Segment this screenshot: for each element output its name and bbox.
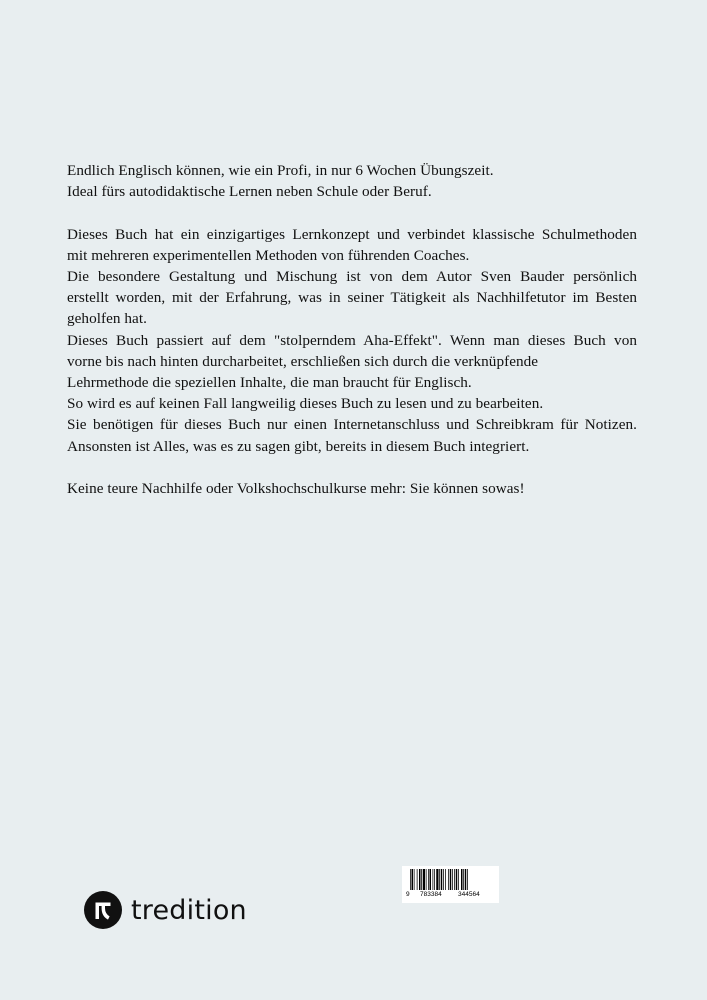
blurb-line: Dieses Buch passiert auf dem "stolperndem Aha-Effekt". Wenn man dieses Buch von	[67, 331, 637, 349]
blurb-line: Lehrmethode die speziellen Inhalte, die man braucht für Englisch.	[67, 374, 472, 392]
blurb-line: Keine teure Nachhilfe oder Volkshochschulkurse mehr: Sie können sowas!	[67, 480, 525, 498]
blurb-line: Ansonsten ist Alles, was es zu sagen gibt, bereits in diesem Buch integriert.	[67, 437, 530, 455]
barcode-bars	[410, 869, 492, 890]
tredition-logo-icon	[84, 891, 122, 929]
blurb-line: Endlich Englisch können, wie ein Profi, in nur 6 Wochen Übungszeit.	[67, 162, 494, 179]
isbn-barcode	[402, 866, 499, 903]
blurb-line: erstellt worden, mit der Erfahrung, was in seiner Tätigkeit als Nachhilfetutor im Besten	[67, 289, 637, 307]
barcode-lead-digit: 9	[406, 891, 410, 898]
blurb-paragraph-2	[67, 224, 637, 457]
blurb-line: vorne bis nach hinten durcharbeitet, erschließen sich durch die verknüpfende	[67, 352, 539, 370]
blurb-line: Die besondere Gestaltung und Mischung ist von dem Autor Sven Bauder persönlich	[67, 268, 637, 285]
blurb-line: So wird es auf keinen Fall langweilig dieses Buch zu lesen und zu bearbeiten.	[67, 395, 544, 413]
blurb-line: mit mehreren experimentellen Methoden von führenden Coaches.	[67, 246, 470, 264]
blurb-text	[67, 160, 637, 520]
barcode-left-digits: 783384	[420, 891, 442, 898]
blurb-line: Dieses Buch hat ein einzigartiges Lernkonzept und verbindet klassische Schulmethoden	[67, 225, 637, 243]
publisher-brand	[84, 890, 247, 930]
blurb-line: Sie benötigen für dieses Buch nur einen Internetanschluss und Schreibkram für Notizen.	[67, 416, 637, 434]
blurb-paragraph-1	[67, 160, 637, 202]
barcode-right-digits: 344564	[458, 891, 480, 898]
publisher-name: tredition	[131, 894, 247, 926]
blurb-line: geholfen hat.	[67, 310, 147, 328]
blurb-paragraph-3	[67, 478, 637, 499]
blurb-line: Ideal fürs autodidaktische Lernen neben Schule oder Beruf.	[67, 183, 432, 201]
